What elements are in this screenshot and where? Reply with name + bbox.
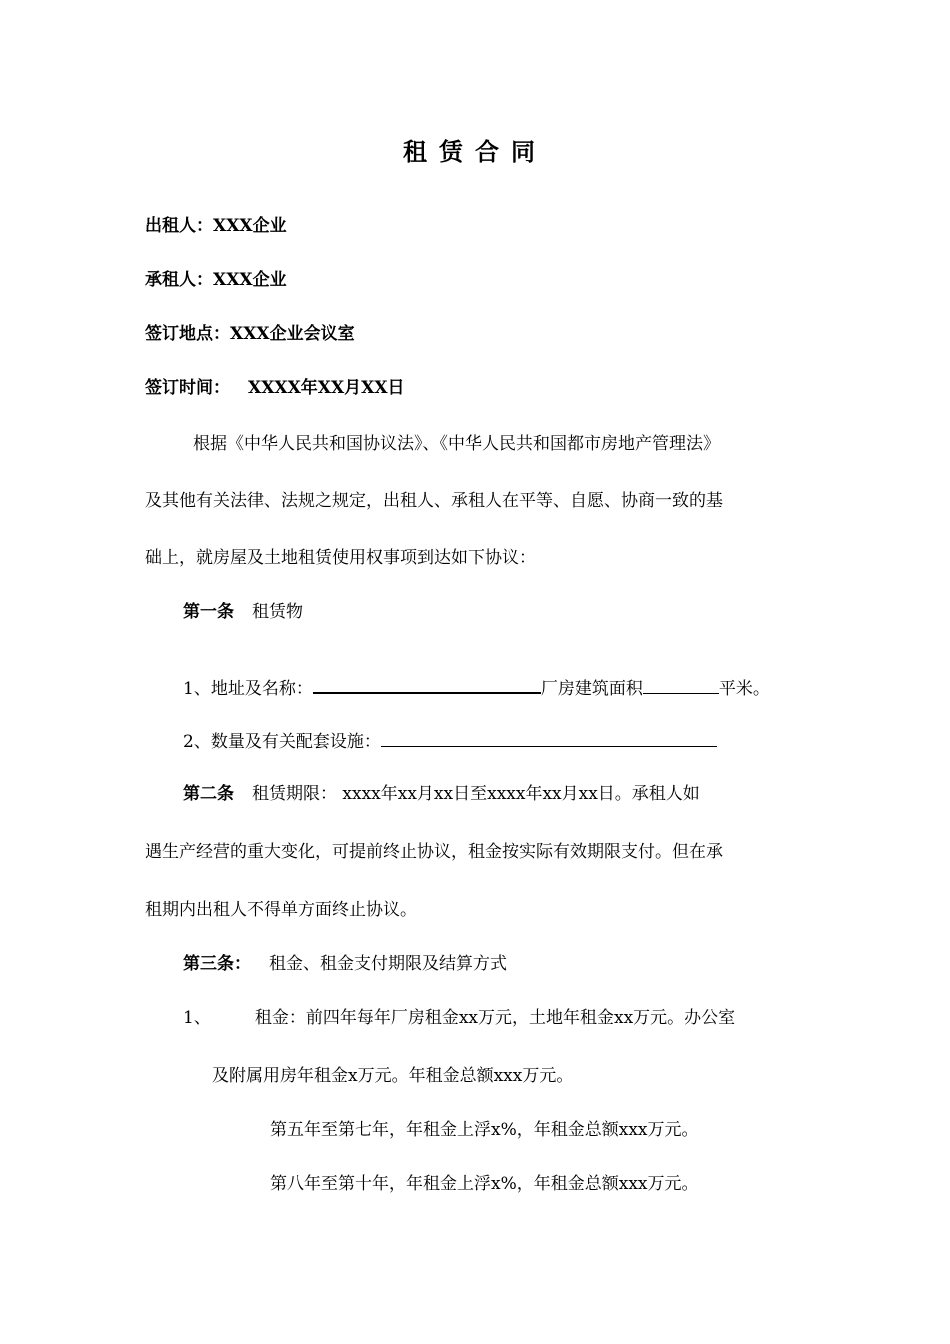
lessee-line xyxy=(145,268,287,292)
lessor-label: 出租人： xyxy=(145,216,213,236)
article1-item1-label: 1、地址及名称： xyxy=(183,679,313,699)
article1-item2 xyxy=(183,728,717,754)
article1-item2-label: 2、数量及有关配套设施： xyxy=(183,732,381,752)
time-line xyxy=(145,376,405,400)
article3-item1-line-1 xyxy=(183,1006,735,1030)
article1-item1 xyxy=(183,674,770,701)
lessee-label: 承租人： xyxy=(145,270,213,290)
place-label: 签订地点： xyxy=(145,324,230,344)
article3-item1-text-1: 租金：前四年每年厂房租金xx万元，土地年租金xx万元。办公室 xyxy=(254,1008,736,1028)
article2-line-3: 租期内出租人不得单方面终止协议。 xyxy=(145,900,417,920)
article2-heading: 第二条 xyxy=(183,784,234,804)
time-value: XXXX年XX月XX日 xyxy=(248,378,405,398)
article3-sub-line-2: 第八年至第十年，年租金上浮x%，年租金总额xxx万元。 xyxy=(270,1174,699,1194)
preamble-line-1: 根据《中华人民共和国协议法》、《中华人民共和国都市房地产管理法》 xyxy=(193,434,720,454)
address-blank[interactable] xyxy=(313,674,541,694)
preamble-line-2: 及其他有关法律、法规之规定，出租人、承租人在平等、自愿、协商一致的基 xyxy=(145,491,723,511)
article3-sub-line-1: 第五年至第七年，年租金上浮x%，年租金总额xxx万元。 xyxy=(270,1120,699,1140)
article1-heading-line xyxy=(183,600,303,624)
article1-title: 租赁物 xyxy=(252,602,303,622)
lessee-value: XXX企业 xyxy=(213,270,287,290)
article3-heading: 第三条： xyxy=(183,954,251,974)
article1-item1-mid: 厂房建筑面积 xyxy=(540,679,643,699)
article1-item1-end: 平米。 xyxy=(718,679,770,699)
article3-item1-line-2: 及附属用房年租金x万元。年租金总额xxx万元。 xyxy=(212,1066,574,1086)
article3-title: 租金、租金支付期限及结算方式 xyxy=(269,954,507,974)
preamble-line-3: 础上，就房屋及土地租赁使用权事项到达如下协议： xyxy=(145,548,536,568)
article2-line-2: 遇生产经营的重大变化，可提前终止协议，租金按实际有效期限支付。但在承 xyxy=(145,842,723,862)
lessor-line xyxy=(145,214,287,238)
facilities-blank[interactable] xyxy=(381,728,717,747)
place-line xyxy=(145,322,355,346)
article3-heading-line xyxy=(183,952,507,976)
article3-item1-num: 1、 xyxy=(183,1008,211,1028)
article2-text-1: 租赁期限： xxxx年xx月xx日至xxxx年xx月xx日。承租人如 xyxy=(252,784,700,804)
time-label: 签订时间： xyxy=(145,378,230,398)
document-title: 租赁合同 xyxy=(403,137,547,166)
lessor-value: XXX企业 xyxy=(213,216,287,236)
article2-line-1 xyxy=(183,782,700,806)
area-blank[interactable] xyxy=(643,675,719,694)
place-value: XXX企业会议室 xyxy=(230,324,355,344)
article1-heading: 第一条 xyxy=(183,602,234,622)
